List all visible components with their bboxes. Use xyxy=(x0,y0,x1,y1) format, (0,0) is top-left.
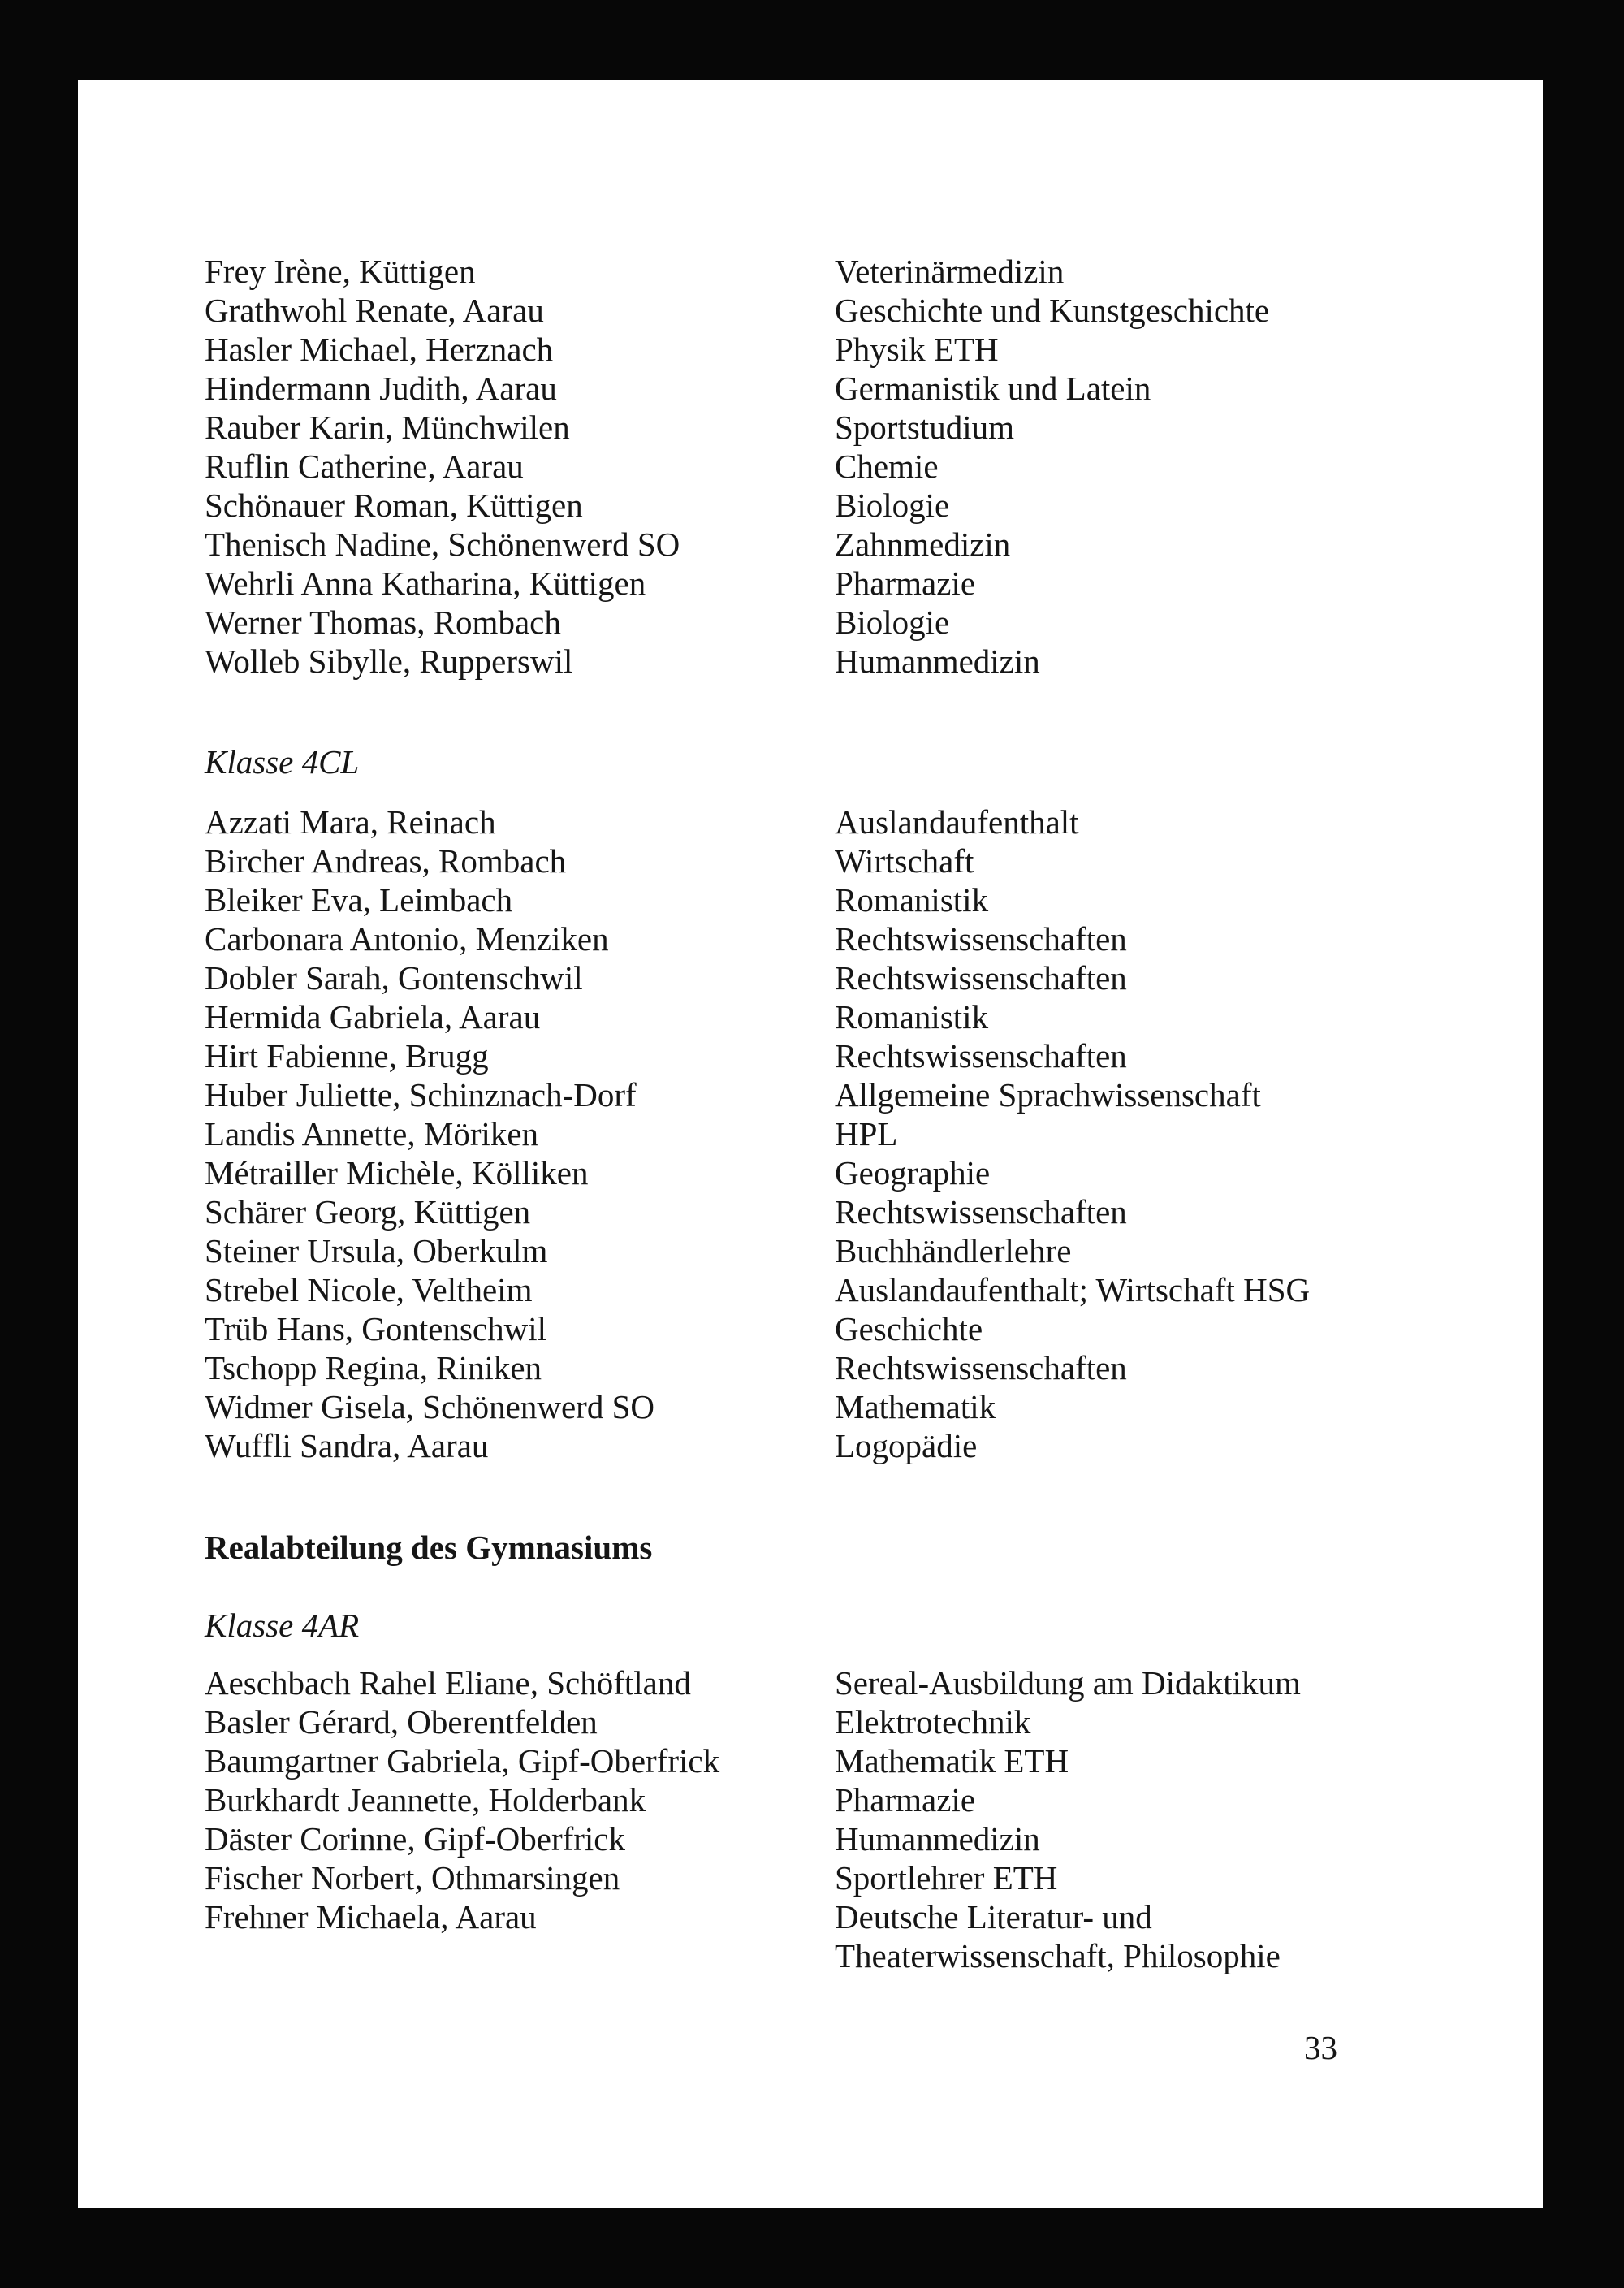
student-name: Landis Annette, Möriken xyxy=(205,1115,539,1153)
list-item xyxy=(78,958,1543,997)
list-item xyxy=(78,252,1543,291)
student-name: Hermida Gabriela, Aarau xyxy=(205,998,541,1036)
list-item xyxy=(78,1780,1543,1819)
student-study: Buchhändlerlehre xyxy=(835,1232,1072,1269)
student-study: HPL xyxy=(835,1115,898,1153)
list-item xyxy=(78,291,1543,330)
list-item xyxy=(78,1858,1543,1897)
student-study: Rechtswissenschaften xyxy=(835,1193,1127,1231)
class-title: Klasse 4CL xyxy=(205,743,360,781)
student-name: Rauber Karin, Münchwilen xyxy=(205,409,570,446)
student-study: Rechtswissenschaften xyxy=(835,920,1127,958)
list-item xyxy=(78,1387,1543,1426)
student-study: Pharmazie xyxy=(835,564,976,602)
student-study: Theaterwissenschaft, Philosophie xyxy=(835,1937,1281,1974)
student-name: Hirt Fabienne, Brugg xyxy=(205,1037,489,1075)
student-study: Sportlehrer ETH xyxy=(835,1859,1058,1897)
list-item xyxy=(78,369,1543,408)
student-study: Humanmedizin xyxy=(835,642,1040,680)
student-study: Biologie xyxy=(835,603,950,641)
list-item xyxy=(78,447,1543,486)
list-item xyxy=(78,525,1543,564)
list-item xyxy=(78,408,1543,447)
student-study: Mathematik xyxy=(835,1388,996,1425)
student-name: Werner Thomas, Rombach xyxy=(205,603,561,641)
student-name: Widmer Gisela, Schönenwerd SO xyxy=(205,1388,655,1425)
page-number: 33 xyxy=(1304,2029,1337,2066)
student-name: Bircher Andreas, Rombach xyxy=(205,842,567,880)
student-name: Trüb Hans, Gontenschwil xyxy=(205,1310,547,1347)
section-heading: Realabteilung des Gymnasiums xyxy=(205,1529,653,1566)
section-heading-row xyxy=(78,1528,1543,1567)
student-name: Frehner Michaela, Aarau xyxy=(205,1898,537,1936)
list-item xyxy=(78,997,1543,1036)
class-title: Klasse 4AR xyxy=(205,1607,360,1644)
list-item xyxy=(78,1153,1543,1192)
student-study: Auslandaufenthalt xyxy=(835,803,1079,841)
student-name: Dobler Sarah, Gontenschwil xyxy=(205,959,583,997)
list-item xyxy=(78,1426,1543,1465)
student-study: Romanistik xyxy=(835,881,989,919)
klasse-4cl-title-row xyxy=(78,742,1543,781)
document-page xyxy=(78,80,1543,2208)
student-name: Bleiker Eva, Leimbach xyxy=(205,881,513,919)
student-study: Romanistik xyxy=(835,998,989,1036)
student-study: Geschichte xyxy=(835,1310,983,1347)
student-study: Germanistik und Latein xyxy=(835,370,1151,407)
list-item xyxy=(78,1897,1543,1936)
student-name: Strebel Nicole, Veltheim xyxy=(205,1271,533,1308)
student-name: Frey Irène, Küttigen xyxy=(205,253,476,290)
student-name: Métrailler Michèle, Kölliken xyxy=(205,1154,589,1192)
student-name: Däster Corinne, Gipf-Oberfrick xyxy=(205,1820,626,1858)
student-name: Thenisch Nadine, Schönenwerd SO xyxy=(205,526,680,563)
list-item xyxy=(78,1663,1543,1702)
student-study: Physik ETH xyxy=(835,331,999,368)
student-name: Ruflin Catherine, Aarau xyxy=(205,448,524,485)
list-item xyxy=(78,564,1543,603)
list-item xyxy=(78,1231,1543,1270)
list-item xyxy=(78,1114,1543,1153)
student-study: Geographie xyxy=(835,1154,991,1192)
student-name: Huber Juliette, Schinznach-Dorf xyxy=(205,1076,637,1114)
student-name: Azzati Mara, Reinach xyxy=(205,803,496,841)
list-item xyxy=(78,1936,1543,1975)
student-name: Burkhardt Jeannette, Holderbank xyxy=(205,1781,646,1819)
student-name: Wolleb Sibylle, Rupperswil xyxy=(205,642,573,680)
student-study: Veterinärmedizin xyxy=(835,253,1065,290)
student-study: Rechtswissenschaften xyxy=(835,1037,1127,1075)
student-name: Fischer Norbert, Othmarsingen xyxy=(205,1859,620,1897)
student-study: Mathematik ETH xyxy=(835,1742,1069,1780)
student-name: Grathwohl Renate, Aarau xyxy=(205,292,544,329)
student-study: Pharmazie xyxy=(835,1781,976,1819)
list-item xyxy=(78,1075,1543,1114)
list-item xyxy=(78,919,1543,958)
list-item xyxy=(78,1741,1543,1780)
student-study: Deutsche Literatur- und xyxy=(835,1898,1152,1936)
student-study: Auslandaufenthalt; Wirtschaft HSG xyxy=(835,1271,1311,1308)
student-study: Biologie xyxy=(835,487,950,524)
list-item xyxy=(78,642,1543,681)
list-item xyxy=(78,1192,1543,1231)
student-study: Zahnmedizin xyxy=(835,526,1011,563)
list-item xyxy=(78,1702,1543,1741)
student-name: Wehrli Anna Katharina, Küttigen xyxy=(205,564,646,602)
list-item xyxy=(78,1309,1543,1348)
student-study: Sereal-Ausbildung am Didaktikum xyxy=(835,1664,1301,1702)
list-item xyxy=(78,603,1543,642)
student-name: Carbonara Antonio, Menziken xyxy=(205,920,609,958)
student-study: Wirtschaft xyxy=(835,842,974,880)
student-name: Hindermann Judith, Aarau xyxy=(205,370,557,407)
student-study: Humanmedizin xyxy=(835,1820,1040,1858)
list-item xyxy=(78,1348,1543,1387)
list-item xyxy=(78,486,1543,525)
page-number-row xyxy=(78,2028,1543,2067)
student-name: Schönauer Roman, Küttigen xyxy=(205,487,583,524)
list-item xyxy=(78,802,1543,841)
student-name: Baumgartner Gabriela, Gipf-Oberfrick xyxy=(205,1742,720,1780)
student-study: Elektrotechnik xyxy=(835,1703,1031,1741)
student-study: Logopädie xyxy=(835,1427,978,1464)
list-item xyxy=(78,841,1543,880)
student-name: Hasler Michael, Herznach xyxy=(205,331,554,368)
student-name: Wuffli Sandra, Aarau xyxy=(205,1427,489,1464)
student-study: Rechtswissenschaften xyxy=(835,959,1127,997)
student-study: Sportstudium xyxy=(835,409,1014,446)
student-study: Geschichte und Kunstgeschichte xyxy=(835,292,1270,329)
list-item xyxy=(78,880,1543,919)
list-item xyxy=(78,1036,1543,1075)
student-study: Rechtswissenschaften xyxy=(835,1349,1127,1386)
student-name: Basler Gérard, Oberentfelden xyxy=(205,1703,598,1741)
student-name: Aeschbach Rahel Eliane, Schöftland xyxy=(205,1664,691,1702)
list-item xyxy=(78,330,1543,369)
klasse-4ar-title-row xyxy=(78,1606,1543,1645)
student-study: Chemie xyxy=(835,448,939,485)
student-study: Allgemeine Sprachwissenschaft xyxy=(835,1076,1261,1114)
student-name: Tschopp Regina, Riniken xyxy=(205,1349,542,1386)
list-item xyxy=(78,1270,1543,1309)
list-item xyxy=(78,1819,1543,1858)
student-name: Steiner Ursula, Oberkulm xyxy=(205,1232,548,1269)
student-name: Schärer Georg, Küttigen xyxy=(205,1193,531,1231)
